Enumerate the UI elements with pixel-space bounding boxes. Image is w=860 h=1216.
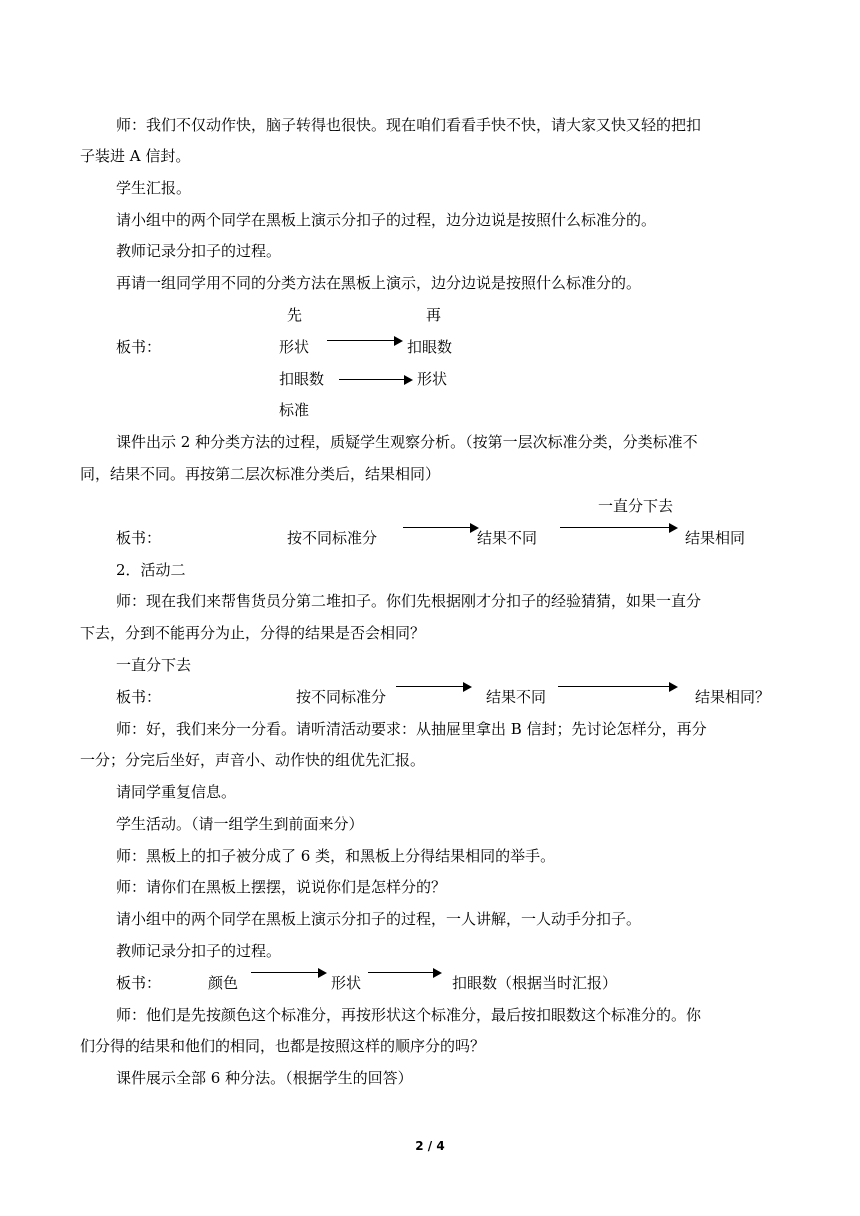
arrow-right-icon (396, 682, 472, 692)
paragraph-line: 请小组中的两个同学在黑板上演示分扣子的过程，边分边说是按照什么标准分的。 (116, 211, 657, 229)
page-number: 2 / 4 (415, 1139, 445, 1153)
board-step: 形状 (417, 370, 448, 388)
arrow-right-icon (251, 968, 327, 978)
section-heading: 2．活动二 (116, 561, 186, 579)
arrow-right-icon (560, 523, 678, 533)
board-step: 形状 (331, 974, 362, 992)
paragraph-line: 请小组中的两个同学在黑板上演示分扣子的过程，一人讲解，一人动手分扣子。 (116, 910, 642, 928)
paragraph-line: 师：他们是先按颜色这个标准分，再按形状这个标准分，最后按扣眼数这个标准分的。你 (116, 1006, 702, 1024)
arrow-right-icon (339, 375, 413, 385)
paragraph-line: 师：请你们在黑板上摆摆，说说你们是怎样分的？ (116, 878, 447, 896)
board-step: 结果相同 (685, 529, 746, 547)
board-label-then: 再 (426, 306, 442, 324)
board-title: 板书： (116, 688, 162, 706)
board-title: 板书： (116, 974, 162, 992)
board-annotation: 一直分下去 (598, 497, 674, 515)
board-step: 颜色 (208, 974, 239, 992)
board-step: 形状 (279, 338, 310, 356)
paragraph-line: 同，结果不同。再按第二层次标准分类后，结果相同） (80, 465, 441, 483)
board-step: 结果不同 (486, 688, 547, 706)
arrow-right-icon (368, 968, 442, 978)
paragraph-line: 师：黑板上的扣子被分成了 6 类，和黑板上分得结果相同的举手。 (116, 847, 556, 865)
board-step: 按不同标准分 (287, 529, 378, 547)
board-step: 按不同标准分 (296, 688, 387, 706)
paragraph-line: 师：好，我们来分一分看。请听清活动要求：从抽屉里拿出 B 信封；先讨论怎样分，再分 (116, 720, 707, 738)
paragraph-line: 教师记录分扣子的过程。 (116, 242, 282, 260)
arrow-right-icon (403, 523, 479, 533)
paragraph-line: 再请一组同学用不同的分类方法在黑板上演示，边分边说是按照什么标准分的。 (116, 274, 642, 292)
arrow-right-icon (558, 682, 678, 692)
paragraph-line: 课件展示全部 6 种分法。（根据学生的回答） (116, 1069, 413, 1087)
board-step: 扣眼数 (407, 338, 453, 356)
board-step: 标准 (279, 401, 310, 419)
board-step: 扣眼数（根据当时汇报） (452, 974, 618, 992)
paragraph-line: 教师记录分扣子的过程。 (116, 942, 282, 960)
paragraph-line: 一分；分完后坐好，声音小、动作快的组优先汇报。 (80, 751, 426, 769)
board-title: 板书： (116, 338, 162, 356)
board-step: 结果相同？ (695, 688, 771, 706)
paragraph-line: 学生汇报。 (116, 179, 192, 197)
board-label-first: 先 (287, 306, 303, 324)
paragraph-line: 师：现在我们来帮售货员分第二堆扣子。你们先根据刚才分扣子的经验猜猜，如果一直分 (116, 592, 702, 610)
paragraph-line: 下去，分到不能再分为止，分得的结果是否会相同？ (80, 624, 426, 642)
board-step: 结果不同 (477, 529, 538, 547)
paragraph-line: 们分得的结果和他们的相同，也都是按照这样的顺序分的吗？ (80, 1037, 486, 1055)
board-title: 板书： (116, 529, 162, 547)
paragraph-line: 子装进 A 信封。 (80, 147, 191, 165)
paragraph-line: 请同学重复信息。 (116, 783, 237, 801)
paragraph-line: 学生活动。（请一组学生到前面来分） (116, 815, 364, 833)
paragraph-line: 师：我们不仅动作快，脑子转得也很快。现在咱们看看手快不快，请大家又快又轻的把扣 (116, 116, 702, 134)
paragraph-line: 课件出示 2 种分类方法的过程，质疑学生观察分析。（按第一层次标准分类，分类标准不 (116, 433, 698, 451)
board-step: 扣眼数 (279, 370, 325, 388)
arrow-right-icon (327, 336, 403, 346)
paragraph-line: 一直分下去 (116, 656, 192, 674)
